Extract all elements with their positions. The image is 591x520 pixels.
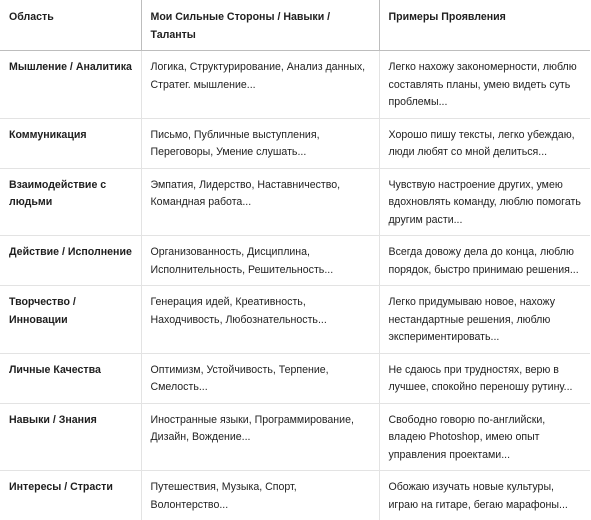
- strengths-cell: Эмпатия, Лидерство, Наставничество, Командная работа...: [141, 168, 379, 236]
- area-cell: Творчество / Инновации: [0, 286, 141, 354]
- strengths-cell: Оптимизм, Устойчивость, Терпение, Смелость...: [141, 353, 379, 403]
- strengths-cell: Генерация идей, Креативность, Находчивость, Любознательность...: [141, 286, 379, 354]
- examples-cell: Обожаю изучать новые культуры, играю на гитаре, бегаю марафоны...: [379, 471, 590, 520]
- table-row: [0, 403, 590, 471]
- area-cell: Взаимодействие с людьми: [0, 168, 141, 236]
- table-row: [0, 471, 590, 520]
- examples-cell: Хорошо пишу тексты, легко убеждаю, люди любят со мной делиться...: [379, 118, 590, 168]
- examples-cell: Легко придумываю новое, нахожу нестандартные решения, люблю экспериментировать...: [379, 286, 590, 354]
- strengths-cell: Организованность, Дисциплина, Исполнительность, Решительность...: [141, 236, 379, 286]
- area-cell: Личные Качества: [0, 353, 141, 403]
- table-body: [0, 51, 590, 520]
- strengths-cell: Логика, Структурирование, Анализ данных, Стратег. мышление...: [141, 51, 379, 119]
- header-row: [0, 0, 590, 51]
- area-cell: Навыки / Знания: [0, 403, 141, 471]
- examples-cell: Легко нахожу закономерности, люблю составлять планы, умею видеть суть проблемы...: [379, 51, 590, 119]
- table-row: [0, 51, 590, 119]
- table-row: [0, 118, 590, 168]
- examples-cell: Чувствую настроение других, умею вдохновлять команду, люблю помогать другим расти...: [379, 168, 590, 236]
- strengths-cell: Иностранные языки, Программирование, Дизайн, Вождение...: [141, 403, 379, 471]
- area-cell: Мышление / Аналитика: [0, 51, 141, 119]
- header-area: Область: [0, 0, 141, 51]
- area-cell: Действие / Исполнение: [0, 236, 141, 286]
- table-row: [0, 353, 590, 403]
- area-cell: Коммуникация: [0, 118, 141, 168]
- table-header: [0, 0, 590, 51]
- strengths-cell: Письмо, Публичные выступления, Переговоры, Умение слушать...: [141, 118, 379, 168]
- area-cell: Интересы / Страсти: [0, 471, 141, 520]
- table-row: [0, 168, 590, 236]
- table-row: [0, 286, 590, 354]
- table-row: [0, 236, 590, 286]
- strengths-cell: Путешествия, Музыка, Спорт, Волонтерство...: [141, 471, 379, 520]
- examples-cell: Всегда довожу дела до конца, люблю порядок, быстро принимаю решения...: [379, 236, 590, 286]
- examples-cell: Не сдаюсь при трудностях, верю в лучшее, спокойно переношу рутину...: [379, 353, 590, 403]
- header-strengths: Мои Сильные Стороны / Навыки / Таланты: [141, 0, 379, 51]
- examples-cell: Свободно говорю по-английски, владею Photoshop, имею опыт управления проектами...: [379, 403, 590, 471]
- header-examples: Примеры Проявления: [379, 0, 590, 51]
